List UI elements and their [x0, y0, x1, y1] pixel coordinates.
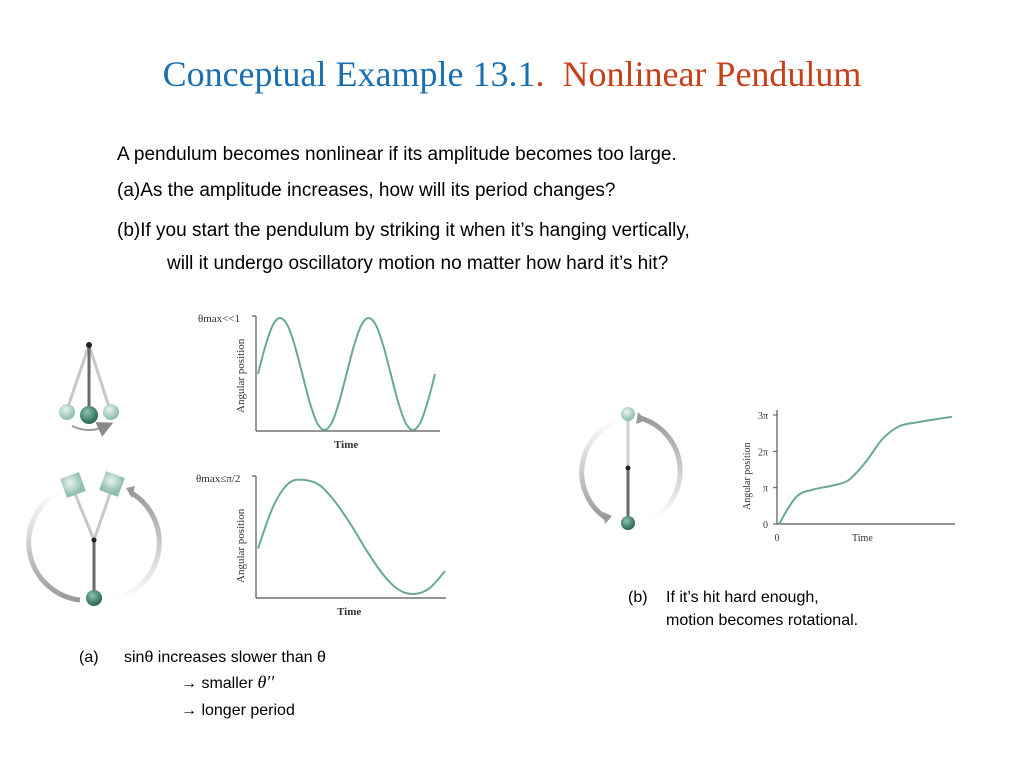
title-part-2: Nonlinear Pendulum — [562, 54, 862, 94]
chart1-series-line — [258, 318, 435, 430]
chart1-annotation: θmax<<1 — [198, 313, 241, 325]
chart2-ylabel: Angular position — [235, 508, 247, 583]
title-part-1: Conceptual Example 13.1 — [162, 54, 536, 94]
right-arrow-icon: → — [181, 702, 197, 719]
chart3-xtick-label: 0 — [774, 533, 780, 544]
caption-a-smaller: smaller — [201, 675, 254, 692]
right-arrow-icon: → — [181, 675, 197, 692]
swing-arrow-icon — [72, 426, 106, 430]
chart2-series-line — [258, 480, 445, 594]
chart-small-amplitude — [198, 313, 440, 451]
body-line-3: (b)If you start the pendulum by striking it when it’s hanging vertically, — [117, 220, 690, 241]
body-line-2: (a)As the amplitude increases, how will its period changes? — [117, 180, 616, 201]
caption-a-line-1: sinθ increases slower than θ — [124, 649, 326, 666]
caption-a-tag: (a) — [79, 649, 99, 666]
caption-a-line-3 — [181, 701, 295, 721]
caption-b-line-1: If it’s hit hard enough, — [666, 589, 819, 606]
caption-b-line-2: motion becomes rotational. — [666, 612, 859, 629]
body-line-4: will it undergo oscillatory motion no matter how hard it’s hit? — [167, 253, 669, 274]
chart3-xlabel: Time — [852, 533, 873, 544]
title-dot: . — [535, 54, 545, 94]
chart3-ytick-label: 2π — [757, 447, 768, 459]
caption-a-line-2 — [181, 672, 274, 694]
chart1-ylabel: Angular position — [235, 338, 247, 413]
chart2-xlabel: Time — [337, 606, 362, 618]
pendulum-rotational — [582, 407, 680, 530]
chart3-ylabel: Angular position — [742, 442, 753, 510]
pendulum-small-amplitude — [59, 342, 119, 430]
chart3-series-line — [779, 417, 952, 524]
chart2-annotation: θmax≤π/2 — [196, 473, 241, 485]
chart-rotational — [742, 410, 955, 544]
caption-a-longer: longer period — [201, 702, 295, 719]
caption-a-symbol: θ′′ — [257, 672, 275, 692]
caption-b-tag: (b) — [628, 589, 648, 606]
chart1-xlabel: Time — [334, 439, 359, 451]
chart3-ytick-label: 3π — [757, 411, 768, 422]
body-line-1: A pendulum becomes nonlinear if its amplitude becomes too large. — [117, 144, 677, 165]
chart3-ytick-label: π — [762, 483, 768, 495]
pendulum-large-amplitude — [29, 471, 160, 606]
chart3-ytick-label: 0 — [763, 520, 768, 531]
chart-large-amplitude — [196, 473, 446, 618]
